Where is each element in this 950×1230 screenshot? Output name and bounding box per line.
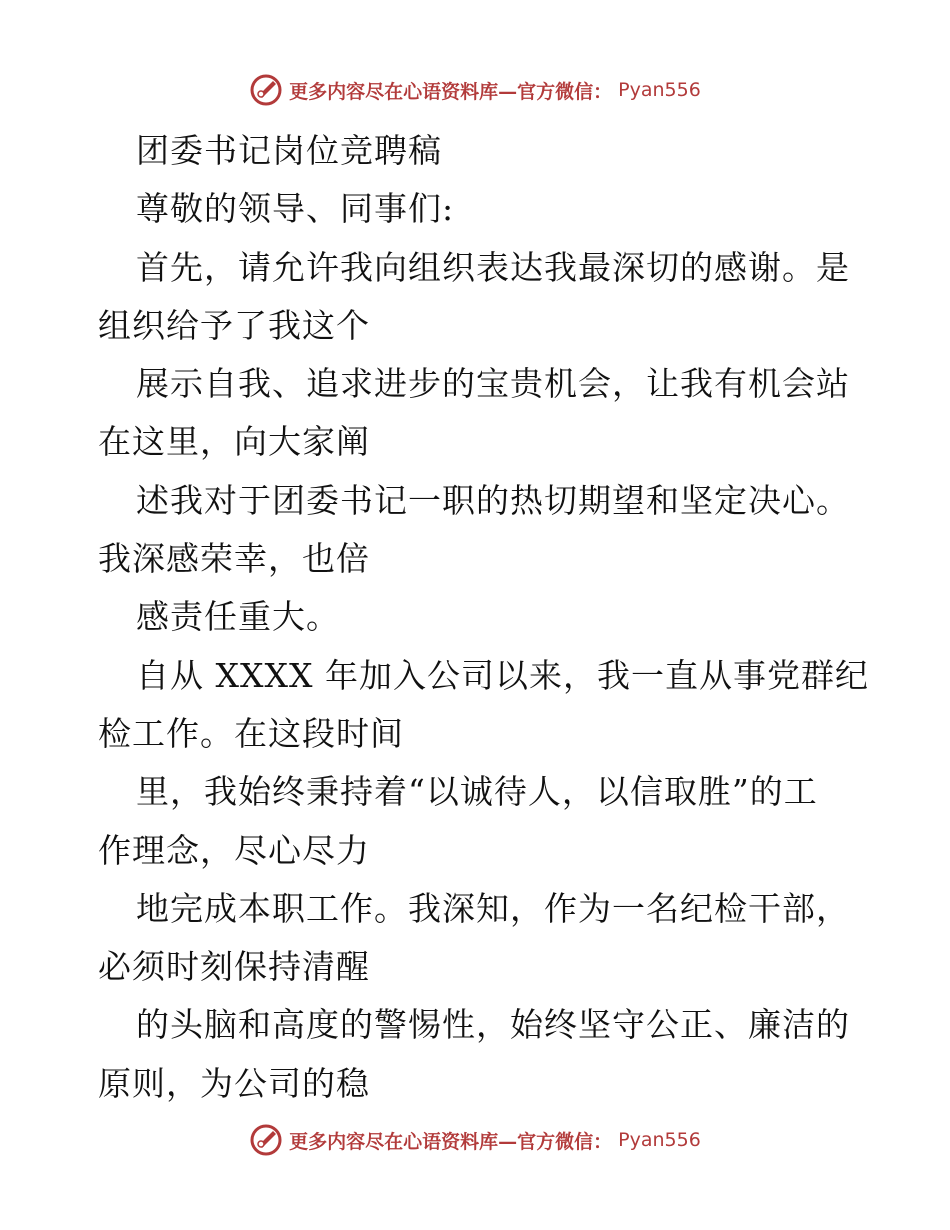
text-line: 首先，请允许我向组织表达我最深切的感谢。是 — [136, 247, 850, 287]
text-line: 在这里，向大家阐 — [98, 422, 370, 462]
text-line: 作理念，尽心尽力 — [98, 830, 370, 870]
banner-text: 更多内容尽在心语资料库—官方微信： — [289, 80, 613, 103]
wechat-id: Pyan556 — [618, 79, 701, 101]
text-line: 的头脑和高度的警惕性，始终坚守公正、廉洁的 — [136, 1005, 850, 1045]
text-line: 感责任重大。 — [136, 597, 340, 637]
footer-banner — [0, 1120, 950, 1160]
text-line: 原则，为公司的稳 — [98, 1063, 370, 1103]
document-body — [98, 122, 869, 1113]
text-line: 我深感荣幸，也倍 — [98, 539, 370, 579]
text-line: 自从 XXXX 年加入公司以来，我一直从事党群纪 — [136, 655, 869, 695]
brand-logo-icon — [249, 73, 283, 107]
text-line: 述我对于团委书记一职的热切期望和坚定决心。 — [136, 480, 850, 520]
wechat-id: Pyan556 — [618, 1129, 701, 1151]
text-line: 必须时刻保持清醒 — [98, 947, 370, 987]
banner-text: 更多内容尽在心语资料库—官方微信： — [289, 1130, 613, 1153]
text-line: 检工作。在这段时间 — [98, 713, 404, 753]
text-line: 尊敬的领导、同事们: — [136, 189, 455, 229]
text-line: 地完成本职工作。我深知，作为一名纪检干部， — [136, 888, 850, 928]
text-line: 里，我始终秉持着“以诚待人，以信取胜”的工 — [136, 772, 818, 812]
text-line: 展示自我、追求进步的宝贵机会，让我有机会站 — [136, 364, 850, 404]
header-banner — [0, 70, 950, 110]
text-line: 团委书记岗位竞聘稿 — [136, 131, 442, 170]
brand-logo-icon — [249, 1123, 283, 1157]
text-line: 组织给予了我这个 — [98, 305, 370, 345]
